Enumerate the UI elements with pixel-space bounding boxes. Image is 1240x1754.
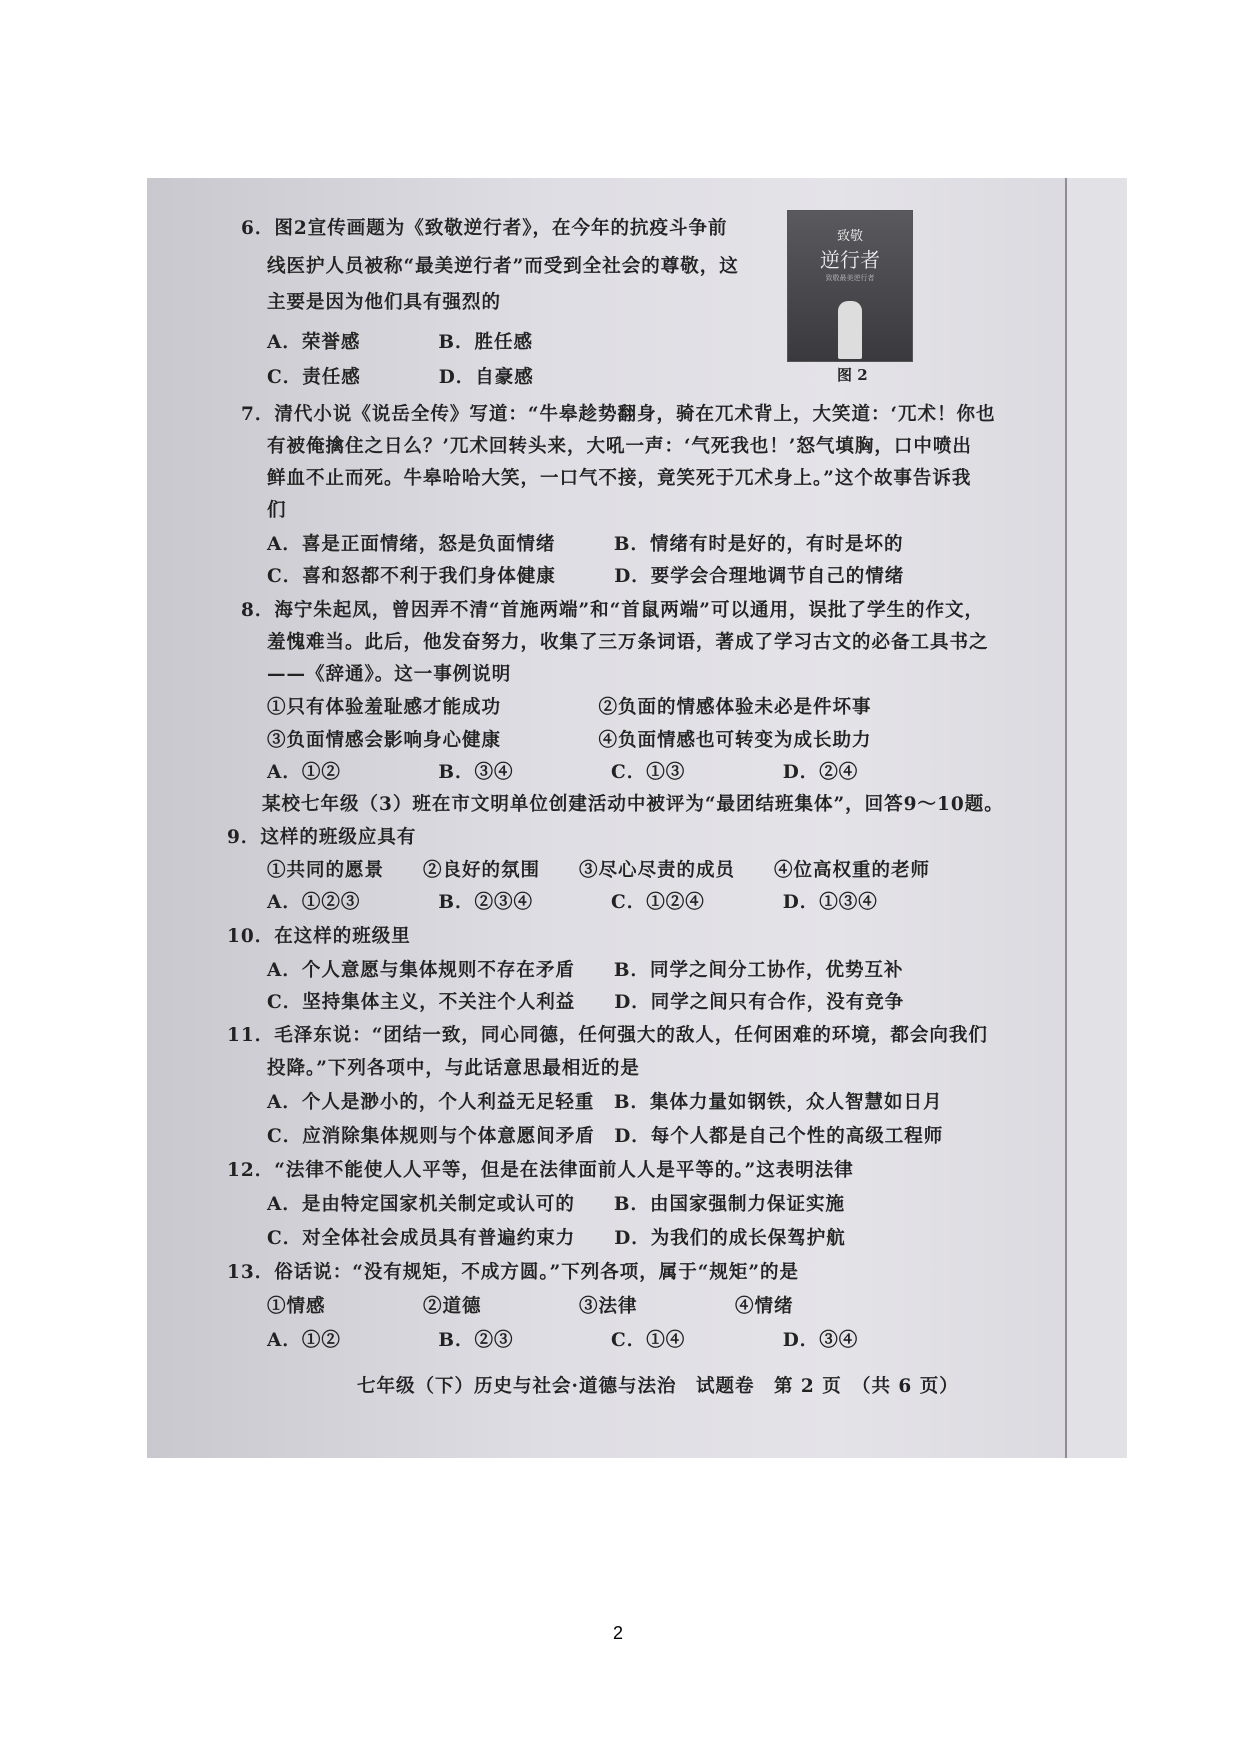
- question-line: 7．清代小说《说岳全传》写道：“牛皋趁势翻身，骑在兀术背上，大笑道：‘兀术！你也: [241, 404, 996, 425]
- question-line: 鲜血不止而死。牛皋哈哈大笑，一口气不接，竟笑死于兀术身上。”这个故事告诉我: [267, 468, 972, 489]
- question-line: 12．“法律不能使人人平等，但是在法律面前人人是平等的。”这表明法律: [227, 1160, 854, 1181]
- question-line: C．喜和怒都不利于我们身体健康 D．要学会合理地调节自己的情绪: [267, 566, 905, 587]
- question-line: A．荣誉感 B．胜任感: [267, 332, 533, 353]
- question-line: 羞愧难当。此后，他发奋努力，收集了三万条词语，著成了学习古文的必备工具书之: [267, 632, 989, 653]
- figure-caption: 图 2: [837, 366, 868, 384]
- question-line: 某校七年级（3）班在市文明单位创建活动中被评为“最团结班集体”，回答9～10题。: [262, 794, 1004, 815]
- question-line: A．是由特定国家机关制定或认可的 B．由国家强制力保证实施: [267, 1194, 845, 1215]
- question-line: A．个人意愿与集体规则不存在矛盾 B．同学之间分工协作，优势互补: [267, 960, 904, 981]
- question-line: A．①② B．②③ C．①④ D．③④: [267, 1330, 859, 1351]
- question-line: 10．在这样的班级里: [227, 926, 411, 947]
- question-line: 们: [267, 500, 287, 521]
- question-line: C．对全体社会成员具有普遍约束力 D．为我们的成长保驾护航: [267, 1228, 846, 1249]
- question-line: 有被俺擒住之日么？’兀术回转头来，大吼一声：‘气死我也！’怒气填胸，口中喷出: [267, 436, 972, 457]
- paper-edge: [1065, 178, 1067, 1458]
- question-line: 11．毛泽东说：“团结一致，同心同德，任何强大的敌人，任何困难的环境，都会向我们: [227, 1025, 988, 1046]
- question-line: ①情感 ②道德 ③法律 ④情绪: [267, 1296, 794, 1317]
- question-line: ①只有体验羞耻感才能成功 ②负面的情感体验未必是件坏事: [267, 697, 872, 718]
- question-line: 主要是因为他们具有强烈的: [267, 292, 502, 313]
- doctor-figure: [838, 301, 862, 359]
- question-line: A．喜是正面情绪，怒是负面情绪 B．情绪有时是好的，有时是坏的: [267, 534, 904, 555]
- question-line: 13．俗话说：“没有规矩，不成方圆。”下列各项，属于“规矩”的是: [227, 1262, 800, 1283]
- question-line: A．①②③ B．②③④ C．①②④ D．①③④: [267, 892, 878, 913]
- question-line: C．责任感 D．自豪感: [267, 367, 534, 388]
- question-line: C．坚持集体主义，不关注个人利益 D．同学之间只有合作，没有竞争: [267, 992, 905, 1013]
- question-line: A．①② B．③④ C．①③ D．②④: [267, 762, 859, 783]
- page-number: 2: [613, 1623, 624, 1643]
- question-line: 6．图2宣传画题为《致敬逆行者》，在今年的抗疫斗争前: [241, 218, 728, 239]
- question-line: 投降。”下列各项中，与此话意思最相近的是: [267, 1058, 640, 1079]
- background-strip: [1067, 178, 1127, 1458]
- question-line: ③负面情感会影响身心健康 ④负面情感也可转变为成长助力: [267, 730, 872, 751]
- question-line: 9．这样的班级应具有: [227, 827, 417, 848]
- question-line: 线医护人员被称“最美逆行者”而受到全社会的尊敬，这: [267, 256, 739, 277]
- question-line: 8．海宁朱起凤，曾因弄不清“首施两端”和“首鼠两端”可以通用，误批了学生的作文，: [241, 600, 984, 621]
- poster-subtitle: 致敬最美逆行者: [825, 274, 875, 282]
- question-line: A．个人是渺小的，个人利益无足轻重 B．集体力量如钢铁，众人智慧如日月: [267, 1092, 943, 1113]
- poster-title-1: 致敬: [836, 229, 863, 244]
- question-line: ①共同的愿景 ②良好的氛围 ③尽心尽责的成员 ④位高权重的老师: [267, 860, 931, 881]
- question-line: C．应消除集体规则与个体意愿间矛盾 D．每个人都是自己个性的高级工程师: [267, 1126, 944, 1147]
- exam-photo: [147, 178, 1127, 1458]
- question-line: ——《辞通》。这一事例说明: [267, 664, 512, 685]
- poster-title-2: 逆行者: [820, 248, 880, 272]
- footer-text: 七年级（下）历史与社会·道德与法治 试题卷 第 2 页 （共 6 页）: [357, 1376, 959, 1397]
- poster-image: [787, 210, 913, 362]
